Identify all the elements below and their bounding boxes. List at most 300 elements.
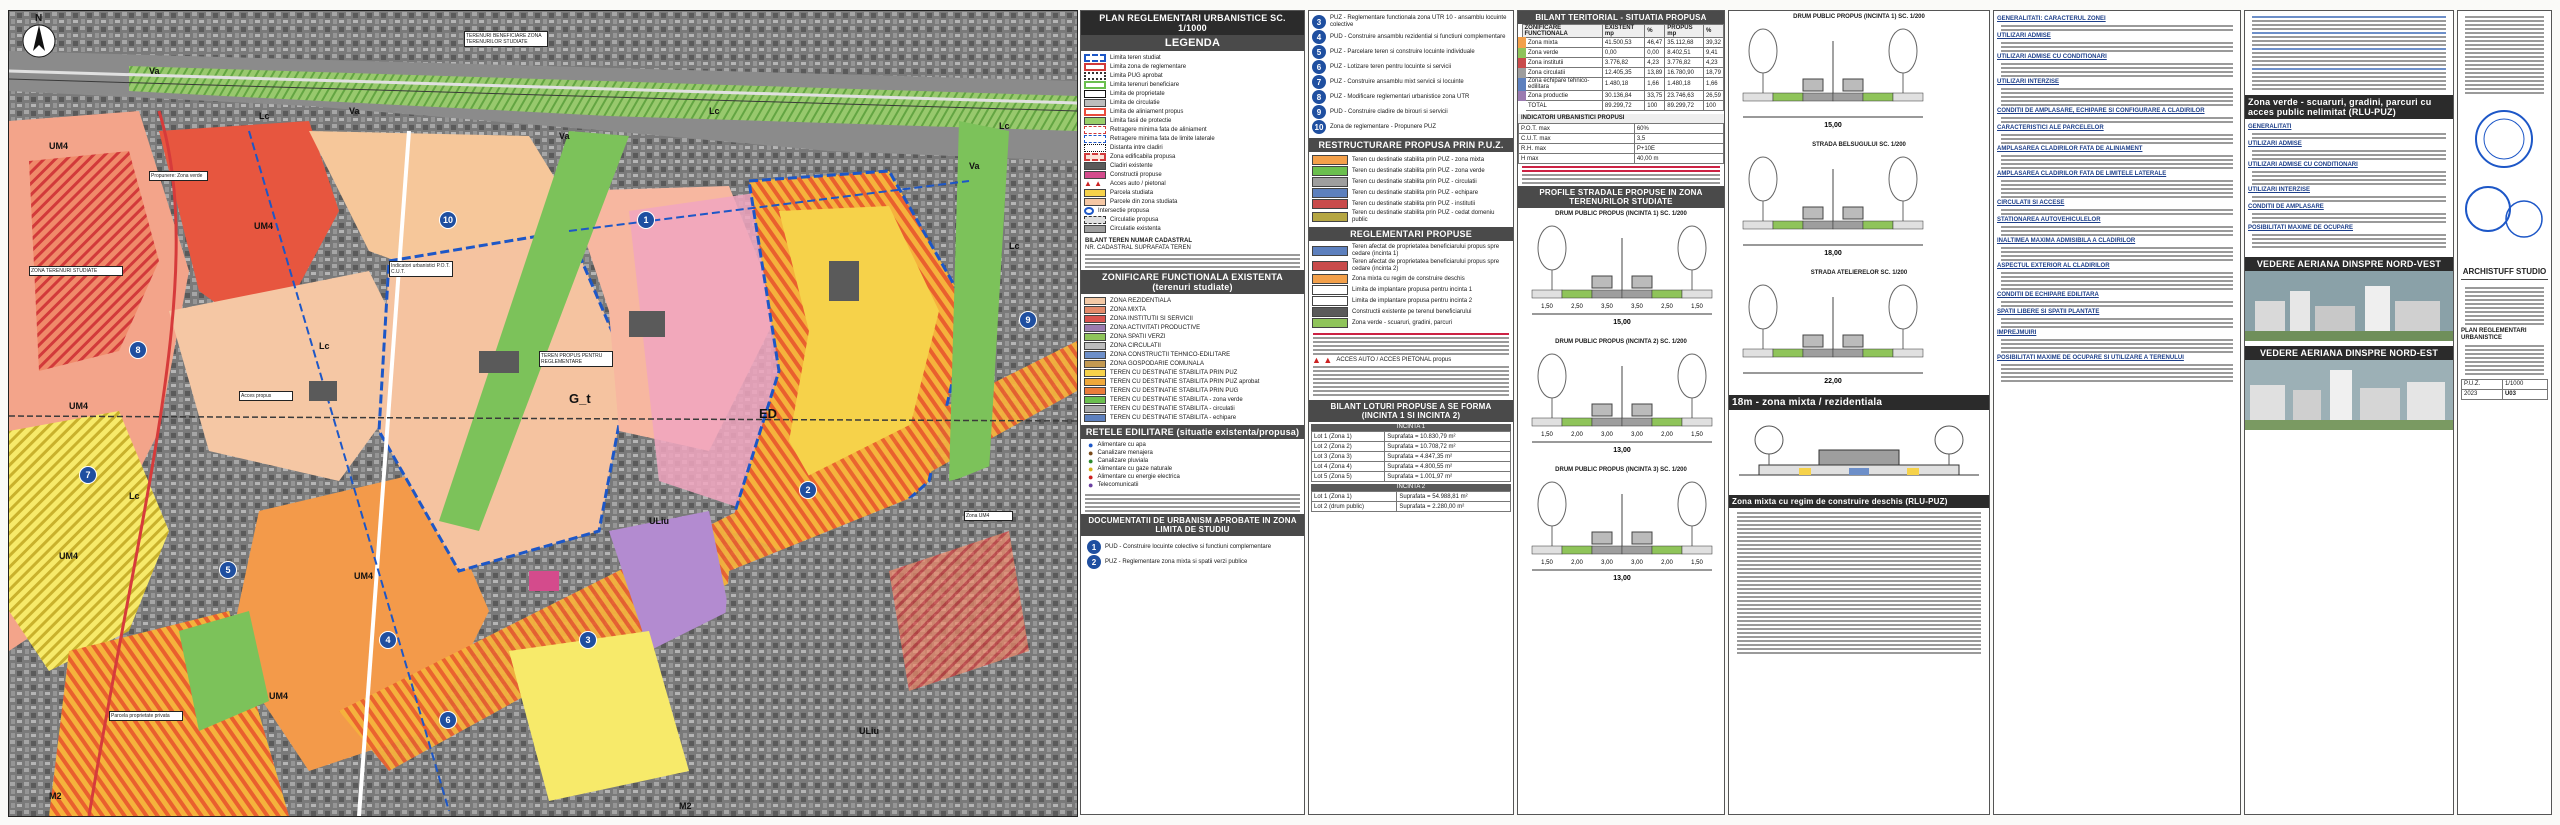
profile-band xyxy=(1833,349,1863,357)
profile-dimension: 3,50 xyxy=(1631,304,1643,310)
text-lines xyxy=(2252,213,2446,223)
street-profile-drawing xyxy=(1733,277,1933,387)
text-lines xyxy=(2001,247,2233,261)
puz-item: PUZ - Lotizare teren pentru locuinte si servicii xyxy=(1330,63,1452,70)
table-row xyxy=(1312,462,1511,472)
gas-icon: ● xyxy=(1088,464,1094,474)
puz-row xyxy=(1312,90,1510,104)
profile-dimension: 3,00 xyxy=(1601,560,1613,566)
reference-marker[interactable]: 4 xyxy=(379,631,397,649)
doc-number: 1 xyxy=(1087,540,1101,554)
table-header: EXISTENT mp xyxy=(1602,25,1644,38)
table-row xyxy=(1519,134,1724,144)
table-cell: 89.299,72 xyxy=(1602,101,1644,111)
table-cell: C.U.T. max xyxy=(1519,134,1635,144)
scale-value: 1/1000 xyxy=(2502,380,2547,390)
street-profile-drawing xyxy=(1733,21,1933,131)
doc-number: 2 xyxy=(1087,555,1101,569)
legend-swatch xyxy=(1084,99,1106,107)
text-lines xyxy=(2001,272,2233,290)
section-title: 18m - zona mixta / rezidentiala xyxy=(1729,395,1989,410)
zone-label: ULiu xyxy=(649,516,669,526)
table-cell: 4,23 xyxy=(1645,58,1665,68)
sewer-icon: ● xyxy=(1088,448,1094,458)
table-cell: TOTAL xyxy=(1522,101,1602,111)
profile-heading: STRADA BELSUGULUI SC. 1/200 xyxy=(1812,142,1906,148)
table-cell: 100 xyxy=(1703,101,1723,111)
table-cell: 26,59 xyxy=(1703,91,1723,101)
table-cell: 1,66 xyxy=(1703,78,1723,91)
retele-item: Canalizare menajera xyxy=(1097,450,1153,456)
table-cell: 46,47 xyxy=(1645,38,1665,48)
firm-name: ARCHISTUFF STUDIO xyxy=(2462,267,2547,276)
street-profile-drawing xyxy=(1522,218,1722,328)
aerial-view-nw[interactable] xyxy=(2245,271,2453,341)
table-cell: 41.500,53 xyxy=(1602,38,1644,48)
map-callout: ZONA TERENURI STUDIATE xyxy=(29,266,123,276)
zone-label: Lc xyxy=(129,491,140,501)
profile-band xyxy=(1743,349,1773,357)
legend-swatch xyxy=(1084,324,1106,332)
street-profile xyxy=(1729,267,1989,395)
phase-value: P.U.Z. xyxy=(2462,380,2503,390)
zona-verde-heading: UTILIZARI INTERZISE xyxy=(2248,187,2310,193)
regulament-heading: UTILIZARI ADMISE CU CONDITIONARI xyxy=(1997,54,2107,60)
reference-marker[interactable]: 5 xyxy=(219,561,237,579)
access-arrow-icon: ▲ ▲ xyxy=(1312,355,1333,365)
puz-panel xyxy=(1308,10,1514,815)
regulament-heading: AMPLASAREA CLADIRILOR FATA DE LIMITELE LATERALE xyxy=(1997,171,2167,177)
table-header-row xyxy=(1522,25,1724,38)
table-cell: 0,00 xyxy=(1645,48,1665,58)
table-cell: P+10E xyxy=(1634,144,1723,154)
map-callout: TEREN PROPUS PENTRU REGLEMENTARE xyxy=(539,351,613,367)
legend-row xyxy=(1312,259,1510,273)
legend-item: Limita zona de reglementare xyxy=(1110,63,1187,70)
profile-band xyxy=(1592,290,1622,298)
table-row xyxy=(1522,78,1724,91)
regulament-heading: CONDITII DE AMPLASARE, ECHIPARE SI CONFIGURARE A CLADIRILOR xyxy=(1997,108,2205,114)
legend-swatch xyxy=(1084,162,1106,170)
legend-row xyxy=(1084,306,1301,314)
cartouche-panel xyxy=(2457,10,2552,815)
legend-swatch xyxy=(1084,72,1106,80)
legend-item: Zona mixta cu regim de construire deschis xyxy=(1352,275,1465,282)
regulament-text xyxy=(1994,11,2240,387)
reference-marker[interactable]: 9 xyxy=(1019,311,1037,329)
zone-label: ULiu xyxy=(859,726,879,736)
profile-band xyxy=(1893,221,1923,229)
table-cell: 39,32 xyxy=(1703,38,1723,48)
text-lines xyxy=(2252,133,2446,139)
profile-dimension: 2,00 xyxy=(1661,560,1673,566)
zona-verde-heading: UTILIZARI ADMISE xyxy=(2248,141,2302,147)
reference-marker[interactable]: 10 xyxy=(439,211,457,229)
text-lines xyxy=(2001,339,2233,353)
table-cell: P.O.T. max xyxy=(1519,124,1635,134)
legend-title: LEGENDA xyxy=(1081,35,1304,51)
legend-row xyxy=(1312,166,1510,176)
legend-swatch xyxy=(1312,318,1348,328)
zone-label: Lc xyxy=(999,121,1010,131)
profile-band xyxy=(1833,93,1863,101)
documente-title: DOCUMENTATII DE URBANISM APROBATE IN ZONA LIMITA DE STUDIU xyxy=(1081,514,1304,536)
puz-number: 4 xyxy=(1312,30,1326,44)
zone-label: UM4 xyxy=(49,141,69,151)
legend-item: ZONA INSTITUTII SI SERVICII xyxy=(1110,315,1193,322)
legend-item: Zona verde - scuaruri, gradini, parcuri xyxy=(1352,319,1453,326)
zone-label: Va xyxy=(559,131,570,141)
text-lines xyxy=(2001,134,2233,144)
reference-marker[interactable]: 6 xyxy=(439,711,457,729)
map-callout: Propunere: Zona verde xyxy=(149,171,208,181)
profile-heading: DRUM PUBLIC PROPUS (INCINTA 1) SC. 1/200 xyxy=(1793,14,1925,20)
legend-row xyxy=(1084,297,1301,305)
profile-dimension: 1,50 xyxy=(1541,432,1553,438)
legend-item: Limita de implantare propusa pentru incinta 1 xyxy=(1352,286,1473,293)
legend-item: TEREN CU DESTINATIE STABILITA PRIN PUG xyxy=(1110,387,1239,394)
legend-swatch xyxy=(1084,117,1106,125)
profile-title: PROFILE STRADALE PROPUSE IN ZONA TERENURILOR STUDIATE xyxy=(1518,186,1724,208)
legend-swatch xyxy=(1084,315,1106,323)
legend-panel xyxy=(1080,10,1305,815)
regulament-heading: UTILIZARI INTERZISE xyxy=(1997,79,2059,85)
table-cell: 3.776,82 xyxy=(1602,58,1644,68)
profile-dimension: 1,50 xyxy=(1691,304,1703,310)
profile-dimension: 2,00 xyxy=(1571,560,1583,566)
table-cell: 16.780,90 xyxy=(1665,68,1704,78)
legend-row xyxy=(1312,199,1510,209)
profile-band xyxy=(1682,290,1712,298)
legend-swatch xyxy=(1084,369,1106,377)
text-lines xyxy=(2001,63,2233,77)
legend-row xyxy=(1312,155,1510,165)
text-lines xyxy=(2001,209,2233,215)
table-row xyxy=(1312,472,1511,482)
zone-label: UM4 xyxy=(269,691,289,701)
zone-label: Lc xyxy=(1009,241,1020,251)
table-row xyxy=(1312,432,1511,442)
legend-row xyxy=(1084,387,1301,395)
legend-item: Teren cu destinatie stabilita prin PUZ - institutii xyxy=(1352,200,1476,207)
profile-band xyxy=(1532,290,1562,298)
profile-dimension: 1,50 xyxy=(1691,432,1703,438)
legend-swatch xyxy=(1312,307,1348,317)
lot-table xyxy=(1311,431,1511,482)
restructurare-title: RESTRUCTURARE PROPUSA PRIN P.U.Z. xyxy=(1309,138,1513,152)
puz-number: 10 xyxy=(1312,120,1326,134)
sheet-title: PLAN REGLEMENTARI URBANISTICE SC. 1/1000 xyxy=(1081,11,1304,35)
reference-marker[interactable]: 2 xyxy=(799,481,817,499)
legend-swatch xyxy=(1312,212,1348,222)
text-lines xyxy=(2001,42,2233,52)
legend-swatch xyxy=(1312,296,1348,306)
legend-swatch xyxy=(1084,225,1106,233)
legend-swatch xyxy=(1084,108,1106,116)
legend-swatch xyxy=(1312,285,1348,295)
table-cell: 35.112,68 xyxy=(1665,38,1704,48)
storm-icon: ● xyxy=(1088,456,1094,466)
table-row xyxy=(1519,154,1724,164)
table-cell: Lot 3 (Zona 3) xyxy=(1312,452,1385,462)
legend-row xyxy=(1084,333,1301,341)
legend-item: Teren afectat de proprietatea beneficiarului propus spre cedare (incinta 2) xyxy=(1352,259,1500,272)
zona-verde-heading: CONDITII DE AMPLASARE xyxy=(2248,204,2324,210)
text-lines xyxy=(2001,364,2233,382)
profile-total: 13,00 xyxy=(1613,575,1631,582)
legend-swatch xyxy=(1084,81,1106,89)
profile-band xyxy=(1682,418,1712,426)
profile-band xyxy=(1833,221,1863,229)
table-cell: Suprafata = 54.988,81 m² xyxy=(1397,492,1511,502)
legend-swatch xyxy=(1312,166,1348,176)
table-row xyxy=(1312,442,1511,452)
bilant-loturi-title: BILANT LOTURI PROPUSE A SE FORMA (INCINTA 1 SI INCINTA 2) xyxy=(1309,400,1513,422)
profile-band xyxy=(1562,418,1592,426)
table-cell: 40,00 m xyxy=(1634,154,1723,164)
table-cell: 8.402,51 xyxy=(1665,48,1704,58)
legend-swatch xyxy=(1084,54,1106,62)
legend-swatch xyxy=(1084,414,1106,422)
aerial-view-ne[interactable] xyxy=(2245,360,2453,430)
legend-row xyxy=(1312,285,1510,295)
map-callout: Zona UM4 xyxy=(964,511,1013,521)
legend-swatch xyxy=(1312,188,1348,198)
regulament-heading: INALTIMEA MAXIMA ADMISIBILA A CLADIRILOR xyxy=(1997,238,2136,244)
legend-swatch xyxy=(1084,207,1094,215)
legend-row xyxy=(1312,244,1510,258)
puz-row xyxy=(1312,120,1510,134)
reference-marker[interactable]: 1 xyxy=(637,211,655,229)
table-row xyxy=(1522,58,1724,68)
legend-item: Parcele din zona studiata xyxy=(1110,198,1178,205)
legend-item: Limita de circulatie xyxy=(1110,99,1160,106)
legend-swatch xyxy=(1084,333,1106,341)
text-lines xyxy=(2001,180,2233,198)
legend-swatch xyxy=(1312,199,1348,209)
puz-item: PUZ - Construire ansamblu mixt servicii si locuinte xyxy=(1330,78,1464,85)
reference-marker[interactable]: 7 xyxy=(79,466,97,484)
profile-total: 18,00 xyxy=(1824,250,1842,257)
profile-band xyxy=(1743,221,1773,229)
legend-item: Teren cu destinatie stabilita prin PUZ - circulatii xyxy=(1352,178,1477,185)
legend-item: TEREN CU DESTINATIE STABILITA - echipare xyxy=(1110,414,1237,421)
table-cell: 89.299,72 xyxy=(1665,101,1704,111)
legend-item: Limita terenuri beneficiare xyxy=(1110,81,1180,88)
profile-dimension: 2,00 xyxy=(1571,432,1583,438)
power-icon: ● xyxy=(1088,472,1094,482)
map-callout: Acces propus xyxy=(239,391,293,401)
legend-swatch xyxy=(1084,189,1106,197)
profile-band xyxy=(1532,418,1562,426)
map-svg[interactable] xyxy=(9,11,1077,816)
retele-item: Canalizare pluviala xyxy=(1097,458,1149,464)
legend-row xyxy=(1084,396,1301,404)
legend-swatch xyxy=(1084,135,1106,143)
puz-number: 7 xyxy=(1312,75,1326,89)
legend-item: ZONA CONSTRUCTII TEHNICO-EDILITARE xyxy=(1110,351,1231,358)
legend-row xyxy=(1084,378,1301,386)
restructurare-list xyxy=(1309,152,1513,227)
profile-heading: DRUM PUBLIC PROPUS (INCINTA 3) SC. 1/200 xyxy=(1555,467,1687,473)
text-lines xyxy=(2252,150,2446,160)
street-profile xyxy=(1518,464,1724,592)
legend-row xyxy=(1084,369,1301,377)
table-row xyxy=(1522,68,1724,78)
street-profile xyxy=(1518,208,1724,336)
table-row xyxy=(1522,101,1724,111)
profile-band xyxy=(1622,418,1652,426)
legend-swatch xyxy=(1084,405,1106,413)
table-cell: Lot 5 (Zona 5) xyxy=(1312,472,1385,482)
puz-list xyxy=(1309,11,1513,138)
profile-band xyxy=(1893,93,1923,101)
profile-total: 15,00 xyxy=(1824,122,1842,129)
zonificare-list xyxy=(1081,294,1304,425)
table-cell: Zona productie xyxy=(1522,91,1602,101)
retele-item: Alimentare cu energie electrica xyxy=(1097,474,1180,480)
text-lines xyxy=(2001,318,2233,328)
legend-item: ZONA REZIDENTIALA xyxy=(1110,297,1172,304)
regulament-heading: UTILIZARI ADMISE xyxy=(1997,33,2051,39)
legend-item: Teren cu destinatie stabilita prin PUZ - echipare xyxy=(1352,189,1479,196)
profile-band xyxy=(1592,418,1622,426)
legend-row xyxy=(1084,405,1301,413)
zone-label: M2 xyxy=(679,801,692,811)
view-title: VEDERE AERIANA DINSPRE NORD-VEST xyxy=(2245,257,2453,271)
text-lines xyxy=(2001,117,2233,123)
profile-band xyxy=(1622,546,1652,554)
profile-band xyxy=(1592,546,1622,554)
legend-swatch xyxy=(1312,261,1348,271)
zone-label: UM4 xyxy=(254,221,274,231)
legend-swatch xyxy=(1084,171,1106,179)
reference-marker[interactable]: 8 xyxy=(129,341,147,359)
profile-band xyxy=(1803,349,1833,357)
profile-band xyxy=(1622,290,1652,298)
street-profile xyxy=(1729,139,1989,267)
profile-total: 15,00 xyxy=(1613,319,1631,326)
profile-total: 13,00 xyxy=(1613,447,1631,454)
lot-table xyxy=(1311,491,1511,512)
table-cell: 12.405,35 xyxy=(1602,68,1644,78)
zone-label: Lc xyxy=(259,111,270,121)
table-cell: Zona circulatii xyxy=(1522,68,1602,78)
zona-verde-panel xyxy=(2244,10,2454,815)
profile-dimension: 1,50 xyxy=(1691,560,1703,566)
legend-row xyxy=(1084,360,1301,368)
legend-row xyxy=(1312,307,1510,317)
text-lines xyxy=(2001,301,2233,307)
indicators-title: INDICATORI URBANISTICI PROPUSI xyxy=(1518,114,1724,123)
rlu-title: Zona mixta cu regim de construire deschis (RLU-PUZ) xyxy=(1729,495,1989,508)
table-cell: 18,79 xyxy=(1703,68,1723,78)
zona-verde-title: Zona verde - scuaruri, gradini, parcuri cu acces public nelimitat (RLU-PUZ) xyxy=(2245,95,2453,119)
regulament-heading: IMPREJMUIRI xyxy=(1997,330,2037,336)
legend-item: TEREN CU DESTINATIE STABILITA - circulatii xyxy=(1110,405,1235,412)
legend-row xyxy=(1084,324,1301,332)
profile-dimension: 3,50 xyxy=(1601,304,1613,310)
profile-dimension: 1,50 xyxy=(1541,304,1553,310)
map-callout: Indicatori urbanistici P.O.T. C.U.T. xyxy=(389,261,453,277)
doc-item: PUD - Construire locuinte colective si functiuni complementare xyxy=(1105,543,1272,550)
street-section-drawing xyxy=(1729,410,1989,490)
table-cell: 0,00 xyxy=(1602,48,1644,58)
table-cell: Lot 2 (Zona 2) xyxy=(1312,442,1385,452)
legend-row xyxy=(1312,274,1510,284)
regulament-heading: ASPECTUL EXTERIOR AL CLADIRILOR xyxy=(1997,263,2110,269)
puz-number: 8 xyxy=(1312,90,1326,104)
legend-note: NR. CADASTRAL SUPRAFATA TEREN xyxy=(1085,245,1191,251)
puz-item: PUD - Construire ansamblu rezidential si functiuni complementare xyxy=(1330,33,1506,40)
legend-item: Circulatie propusa xyxy=(1110,216,1159,223)
reference-marker[interactable]: 3 xyxy=(579,631,597,649)
puz-number: 5 xyxy=(1312,45,1326,59)
legend-swatch xyxy=(1084,396,1106,404)
profile-heading: STRADA ATELIERELOR SC. 1/200 xyxy=(1810,270,1908,276)
table-cell: Zona echipare tehnico-edilitara xyxy=(1522,78,1602,91)
legend-item: Teren cu destinatie stabilita prin PUZ - zona verde xyxy=(1352,167,1485,174)
table-cell: 9,41 xyxy=(1703,48,1723,58)
puz-row xyxy=(1312,60,1510,74)
bilant-panel xyxy=(1517,10,1725,815)
legend-item: Acces auto / pietonal xyxy=(1110,180,1166,187)
legend-item: ZONA ACTIVITATI PRODUCTIVE xyxy=(1110,324,1201,331)
legend-item: Cladiri existente xyxy=(1110,162,1153,169)
legend-item: Limita de proprietate xyxy=(1110,90,1165,97)
regulament-heading: POSIBILITATI MAXIME DE OCUPARE SI UTILIZARE A TERENULUI xyxy=(1997,355,2184,361)
text-lines xyxy=(2252,196,2446,202)
zone-label: G_t xyxy=(569,391,591,406)
text-lines xyxy=(2001,88,2233,106)
legend-row xyxy=(1312,296,1510,306)
legend-row xyxy=(1312,177,1510,187)
legend-item: ZONA SPATII VERZI xyxy=(1110,333,1166,340)
legend-item: TEREN CU DESTINATIE STABILITA PRIN PUZ xyxy=(1110,369,1238,376)
table-cell: Zona institutii xyxy=(1522,58,1602,68)
zona-verde-heading: UTILIZARI ADMISE CU CONDITIONARI xyxy=(2248,162,2358,168)
legend-item: Constructii existente pe terenul beneficiarului xyxy=(1352,308,1472,315)
table-cell: Suprafata = 4.800,55 m² xyxy=(1385,462,1511,472)
table-cell: 60% xyxy=(1634,124,1723,134)
table-cell: 33,75 xyxy=(1645,91,1665,101)
bilant-table xyxy=(1518,24,1724,111)
acces-label: ACCES AUTO / ACCES PIETONAL propus xyxy=(1336,357,1452,363)
puz-number: 3 xyxy=(1312,15,1326,29)
zone-label: Lc xyxy=(319,341,330,351)
puz-item: PUD - Construire cladire de birouri si servicii xyxy=(1330,108,1448,115)
table-cell: Suprafata = 10.708,72 m² xyxy=(1385,442,1511,452)
legend-swatch xyxy=(1084,90,1106,98)
legend-row xyxy=(1312,210,1510,224)
text-lines xyxy=(2001,25,2233,31)
table-cell: Lot 1 (Zona 1) xyxy=(1312,492,1397,502)
retele-item: Telecomunicatii xyxy=(1097,482,1139,488)
legend-swatch xyxy=(1084,126,1106,134)
legend-item: Circulatie existenta xyxy=(1110,225,1161,232)
zone-label: Va xyxy=(349,106,360,116)
profile-dimension: 3,00 xyxy=(1631,560,1643,566)
zone-label: Va xyxy=(969,161,980,171)
table-cell: Suprafata = 4.847,35 m² xyxy=(1385,452,1511,462)
legend-item: Teren cu destinatie stabilita prin PUZ - cedat domeniu public xyxy=(1352,210,1495,223)
legend-item: ZONA GOSPODARIE COMUNALA xyxy=(1110,360,1205,367)
table-cell: Lot 1 (Zona 1) xyxy=(1312,432,1385,442)
table-row xyxy=(1519,124,1724,134)
zonificare-title: ZONIFICARE FUNCTIONALA EXISTENTA (terenuri studiate) xyxy=(1081,270,1304,294)
zona-verde-heading: POSIBILITATI MAXIME DE OCUPARE xyxy=(2248,225,2354,231)
legend-item: Limita de implantare propusa pentru incinta 2 xyxy=(1352,297,1473,304)
